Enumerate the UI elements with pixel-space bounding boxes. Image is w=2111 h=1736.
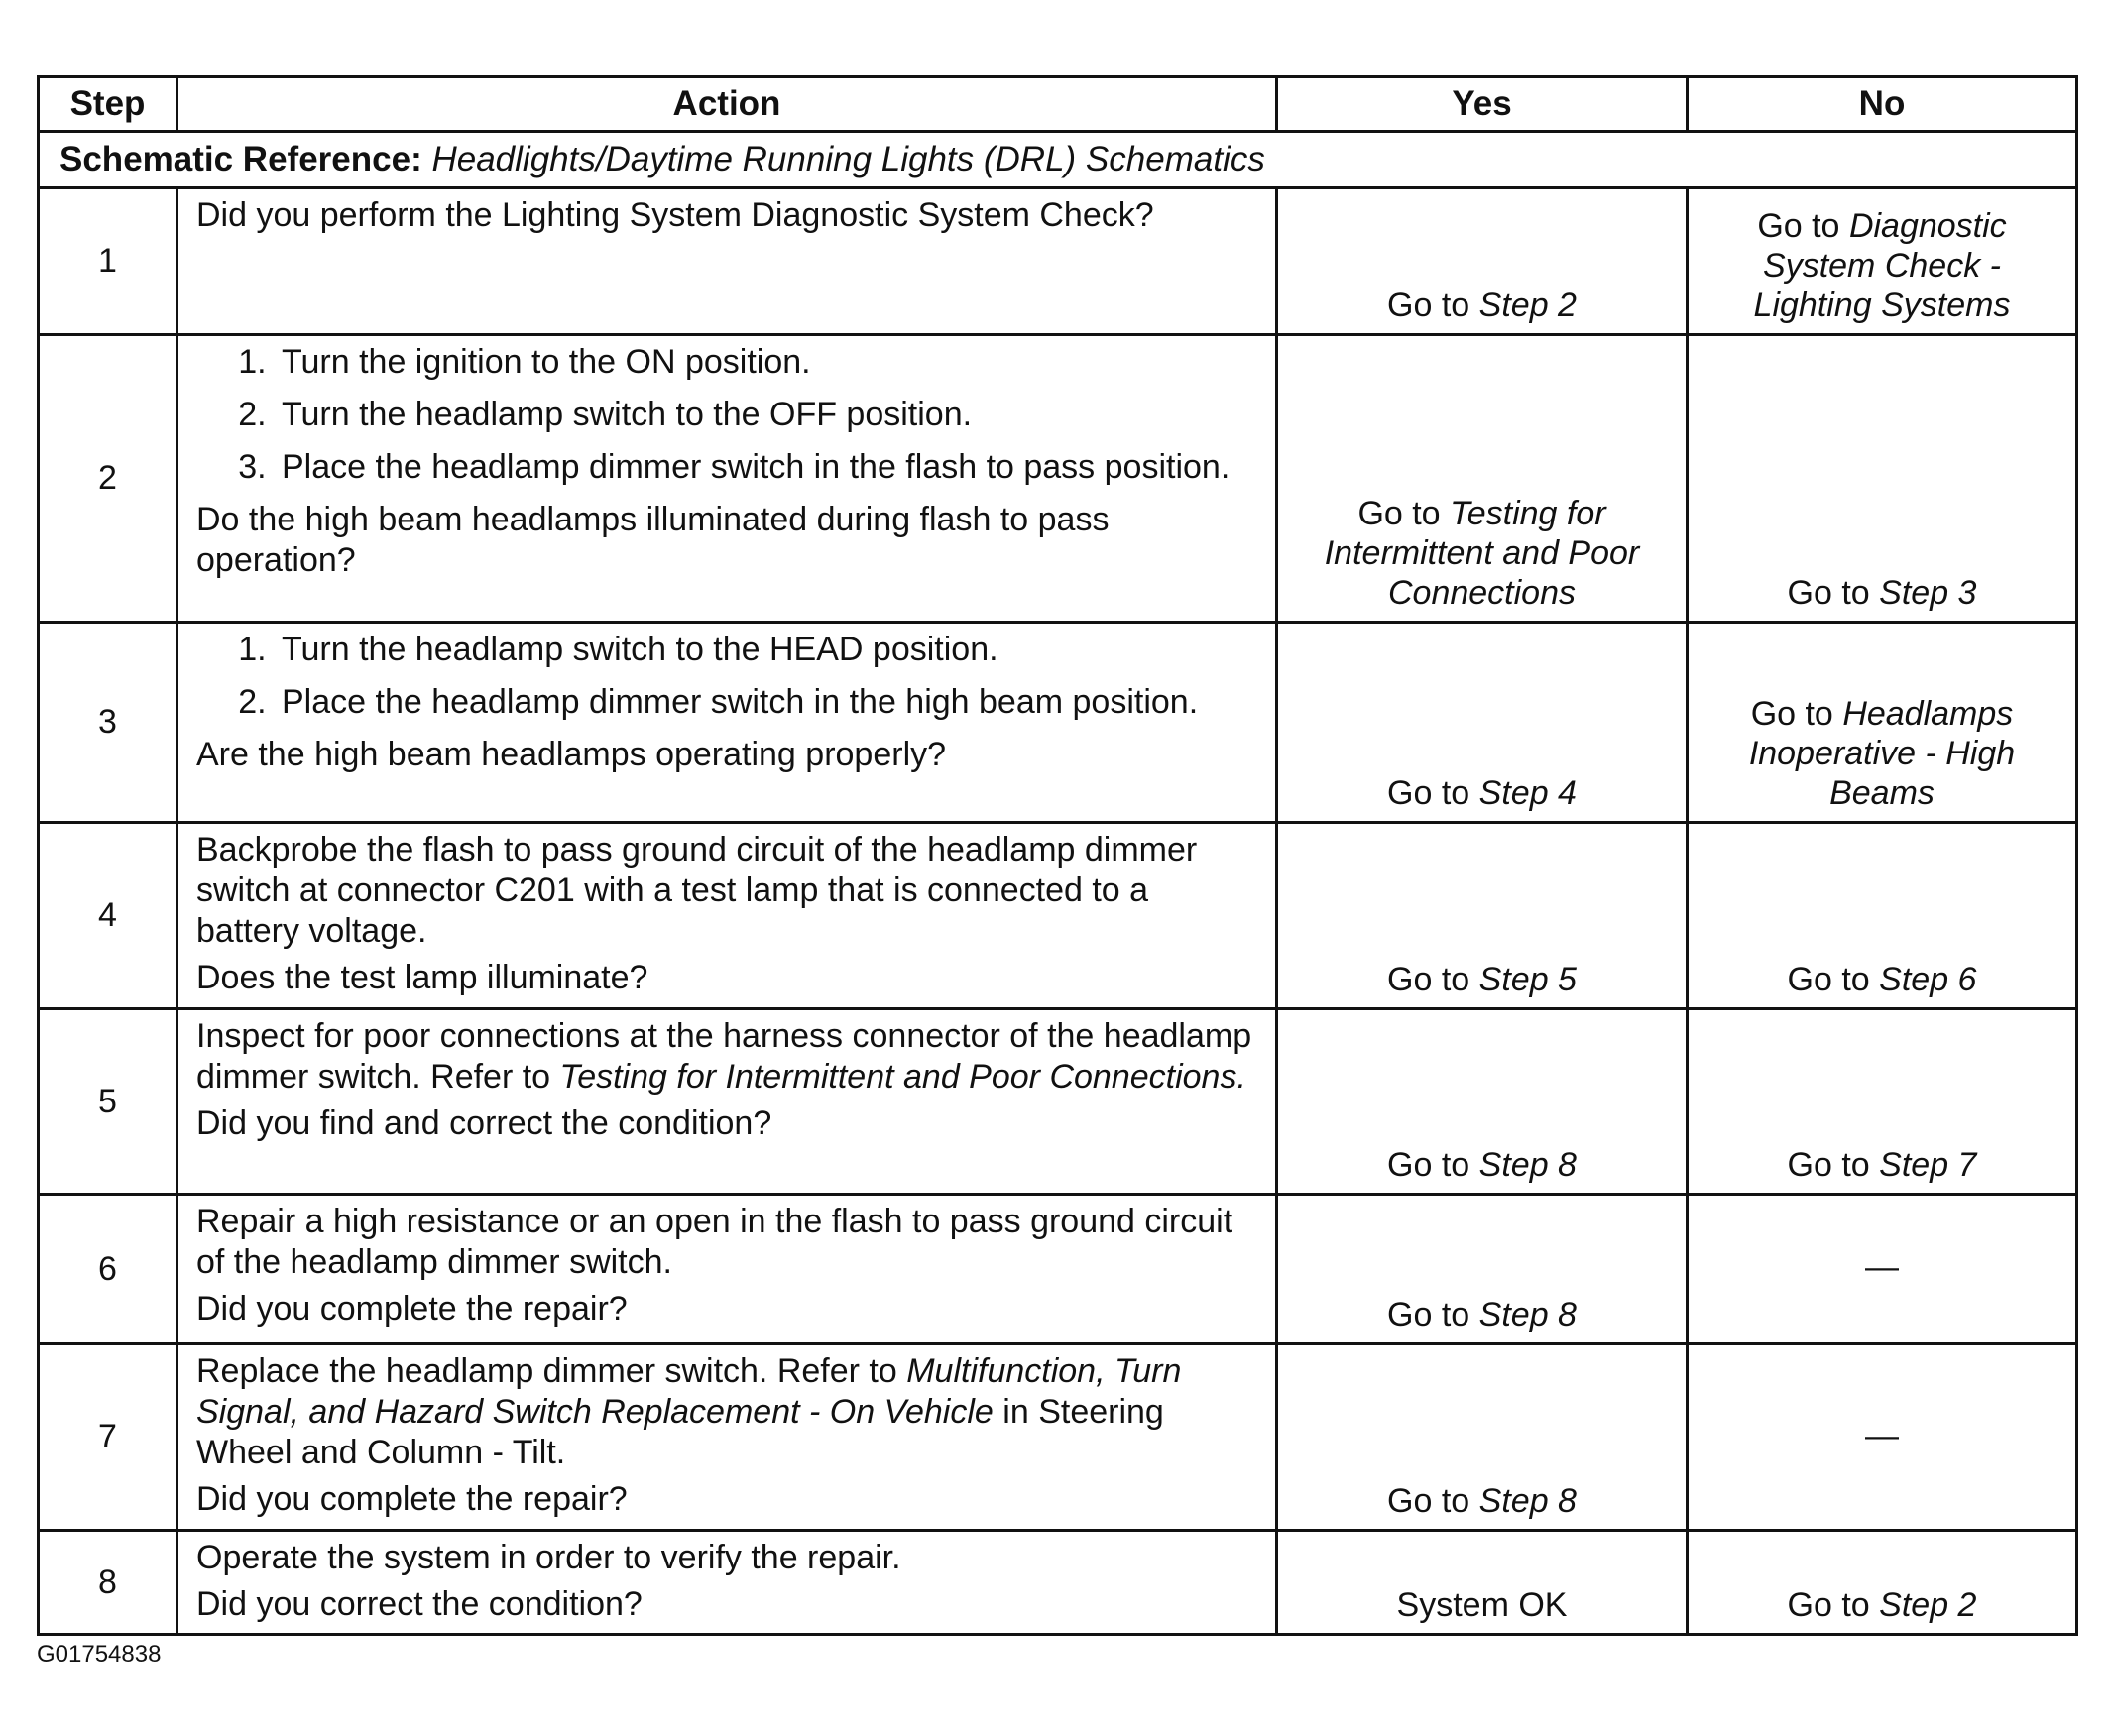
yes-link[interactable]: Step 8 [1478,1146,1577,1184]
table-row [39,188,2077,335]
table-row [39,1531,2077,1635]
yes-cell [1277,1195,1688,1344]
no-prefix: Go to [1787,1146,1870,1184]
yes-link[interactable]: Step 8 [1478,1482,1577,1520]
step-number: 7 [39,1344,177,1531]
action-text: Operate the system in order to verify the repair. [196,1539,901,1576]
header-step: Step [39,77,177,132]
table-row [39,1009,2077,1195]
yes-result: System OK [1396,1586,1568,1624]
yes-prefix: Go to [1387,774,1470,812]
list-item: 2. Place the headlamp dimmer switch in the high beam position. [276,682,1257,723]
action-question: Did you complete the repair? [196,1290,628,1328]
action-question: Did you perform the Lighting System Diagnostic System Check? [196,196,1154,234]
list-item: 2. Turn the headlamp switch to the OFF position. [276,395,1257,435]
yes-cell [1277,335,1688,623]
action-question: Do the high beam headlamps illuminated during flash to pass operation? [196,501,1110,579]
table-row [39,1344,2077,1531]
action-text [196,1016,1257,1098]
action-cell [177,1344,1277,1531]
action-reference-link[interactable]: Testing for Intermittent and Poor Connections. [559,1058,1246,1096]
no-cell [1688,1009,2077,1195]
table-row [39,1195,2077,1344]
action-cell [177,1195,1277,1344]
action-text-lead: Inspect for poor connections at the harness connector of the headlamp dimmer switch. Refer to [196,1017,1252,1096]
action-cell [177,188,1277,335]
no-cell [1688,188,2077,335]
yes-prefix: Go to [1387,1146,1470,1184]
table-row [39,823,2077,1009]
no-prefix: Go to [1787,1586,1870,1624]
action-question: Are the high beam headlamps operating properly? [196,736,947,773]
action-steps-list [196,342,1257,488]
schematic-reference-row [39,132,2077,188]
no-cell [1688,823,2077,1009]
action-cell [177,335,1277,623]
action-text: Backprobe the flash to pass ground circuit of the headlamp dimmer switch at connector C201 with a test lamp that is connected to a battery voltage. [196,831,1198,950]
no-prefix: Go to [1787,961,1870,998]
no-dash: — [1865,1248,1899,1286]
no-prefix: Go to [1757,207,1840,245]
yes-cell [1277,1344,1688,1531]
list-item: 3. Place the headlamp dimmer switch in the flash to pass position. [276,447,1257,488]
action-cell [177,1531,1277,1635]
no-cell [1688,1195,2077,1344]
step-number: 4 [39,823,177,1009]
action-reference-link[interactable]: Multifunction, Turn Signal, and Hazard Switch Replacement - On Vehicle [196,1352,1182,1431]
list-item: 1. Turn the headlamp switch to the HEAD position. [276,630,1257,670]
no-cell [1688,1344,2077,1531]
no-link[interactable]: Step 6 [1879,961,1977,998]
yes-link[interactable]: Step 2 [1478,287,1577,324]
header-row [39,77,2077,132]
action-question: Did you correct the condition? [196,1585,643,1623]
yes-link[interactable]: Testing for Intermittent and Poor Connections [1324,495,1640,612]
action-text-tail: in Steering Wheel and Column - Tilt. [196,1393,1164,1471]
yes-prefix: Go to [1387,1482,1470,1520]
no-cell [1688,1531,2077,1635]
no-link[interactable]: Step 2 [1879,1586,1977,1624]
action-text [196,1351,1257,1473]
no-prefix: Go to [1750,695,1833,733]
yes-cell [1277,823,1688,1009]
yes-prefix: Go to [1387,287,1470,324]
action-question: Does the test lamp illuminate? [196,959,648,996]
yes-link[interactable]: Step 4 [1478,774,1577,812]
action-cell [177,623,1277,823]
reference-label: Schematic Reference: [59,140,422,178]
yes-prefix: Go to [1387,961,1470,998]
no-link[interactable]: Step 7 [1879,1146,1977,1184]
no-link[interactable]: Step 3 [1879,574,1977,612]
no-prefix: Go to [1787,574,1870,612]
action-text: Repair a high resistance or an open in the flash to pass ground circuit of the headlamp dimmer switch. [196,1203,1233,1281]
yes-cell [1277,1531,1688,1635]
action-steps-list [196,630,1257,723]
action-question: Did you find and correct the condition? [196,1104,772,1142]
table-row [39,335,2077,623]
action-cell [177,1009,1277,1195]
step-number: 8 [39,1531,177,1635]
reference-link[interactable]: Headlights/Daytime Running Lights (DRL) Schematics [431,140,1265,178]
step-number: 3 [39,623,177,823]
action-text-lead: Replace the headlamp dimmer switch. Refer to [196,1352,897,1390]
no-link[interactable]: Headlamps Inoperative - High Beams [1748,695,2016,812]
action-question: Did you complete the repair? [196,1480,628,1518]
header-action: Action [177,77,1277,132]
no-link[interactable]: Diagnostic System Check - Lighting Systems [1753,207,2011,324]
action-cell [177,823,1277,1009]
no-cell [1688,623,2077,823]
yes-prefix: Go to [1387,1296,1470,1333]
header-no: No [1688,77,2077,132]
step-number: 2 [39,335,177,623]
yes-cell [1277,188,1688,335]
figure-id: G01754838 [37,1641,162,1668]
table-row [39,623,2077,823]
no-cell [1688,335,2077,623]
yes-cell [1277,1009,1688,1195]
yes-prefix: Go to [1357,495,1441,532]
no-dash: — [1865,1416,1899,1454]
yes-link[interactable]: Step 5 [1478,961,1577,998]
step-number: 1 [39,188,177,335]
yes-cell [1277,623,1688,823]
schematic-reference [39,132,2077,188]
header-yes: Yes [1277,77,1688,132]
step-number: 6 [39,1195,177,1344]
step-number: 5 [39,1009,177,1195]
yes-link[interactable]: Step 8 [1478,1296,1577,1333]
list-item: 1. Turn the ignition to the ON position. [276,342,1257,383]
diagnostic-table [37,75,2078,1636]
